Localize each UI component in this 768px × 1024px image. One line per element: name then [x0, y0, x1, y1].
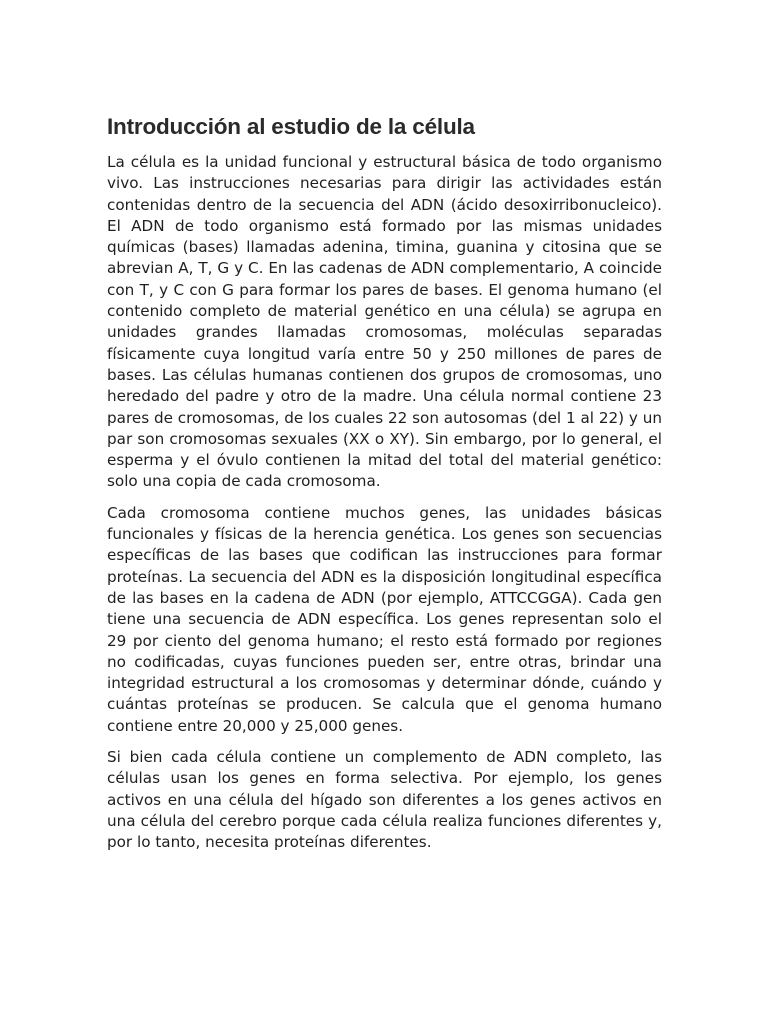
document-body [107, 112, 662, 864]
paragraph-3: Si bien cada célula contiene un complemento de ADN completo, las células usan los genes en forma selectiva. Por ejemplo, los genes activos en una célula del hígado son diferentes a los genes activos en una célula del cerebro porque cada célula realiza funciones diferentes y, por lo tanto, necesita proteínas diferentes. [107, 748, 662, 852]
paragraph-1: La célula es la unidad funcional y estructural básica de todo organismo vivo. Las instrucciones necesarias para dirigir las actividades están contenidas dentro de la secuencia del ADN (ácido desoxirribonucleico). El ADN de todo organismo está formado por las mismas unidades químicas (bases) llamadas adenina, timina, guanina y citosina que se abrevian A, T, G y C. En las cadenas de ADN complementario, A coincide con T, y C con G para formar los pares de bases. El genoma humano (el contenido completo de material genético en una célula) se agrupa en unidades grandes llamadas cromosomas, moléculas separadas físicamente cuya longitud varía entre 50 y 250 millones de pares de bases. Las células humanas contienen dos grupos de cromosomas, uno heredado del padre y otro de la madre. Una célula normal contiene 23 pares de cromosomas, de los cuales 22 son autosomas (del 1 al 22) y un par son cromosomas sexuales (XX o XY). Sin embargo, por lo general, el esperma y el óvulo contienen la mitad del total del material genético: solo una copia de cada cromosoma. [107, 153, 662, 491]
paragraph-2: Cada cromosoma contiene muchos genes, las unidades básicas funcionales y físicas de la herencia genética. Los genes son secuencias específicas de las bases que codifican las instrucciones para formar proteínas. La secuencia del ADN es la disposición longitudinal específica de las bases en la cadena de ADN (por ejemplo, ATTCCGGA). Cada gen tiene una secuencia de ADN específica. Los genes representan solo el 29 por ciento del genoma humano; el resto está formado por regiones no codificadas, cuyas funciones pueden ser, entre otras, brindar una integridad estructural a los cromosomas y determinar dónde, cuándo y cuántas proteínas se producen. Se calcula que el genoma humano contiene entre 20,000 y 25,000 genes. [107, 503, 662, 735]
document-title: Introducción al estudio de la célula [107, 114, 475, 139]
